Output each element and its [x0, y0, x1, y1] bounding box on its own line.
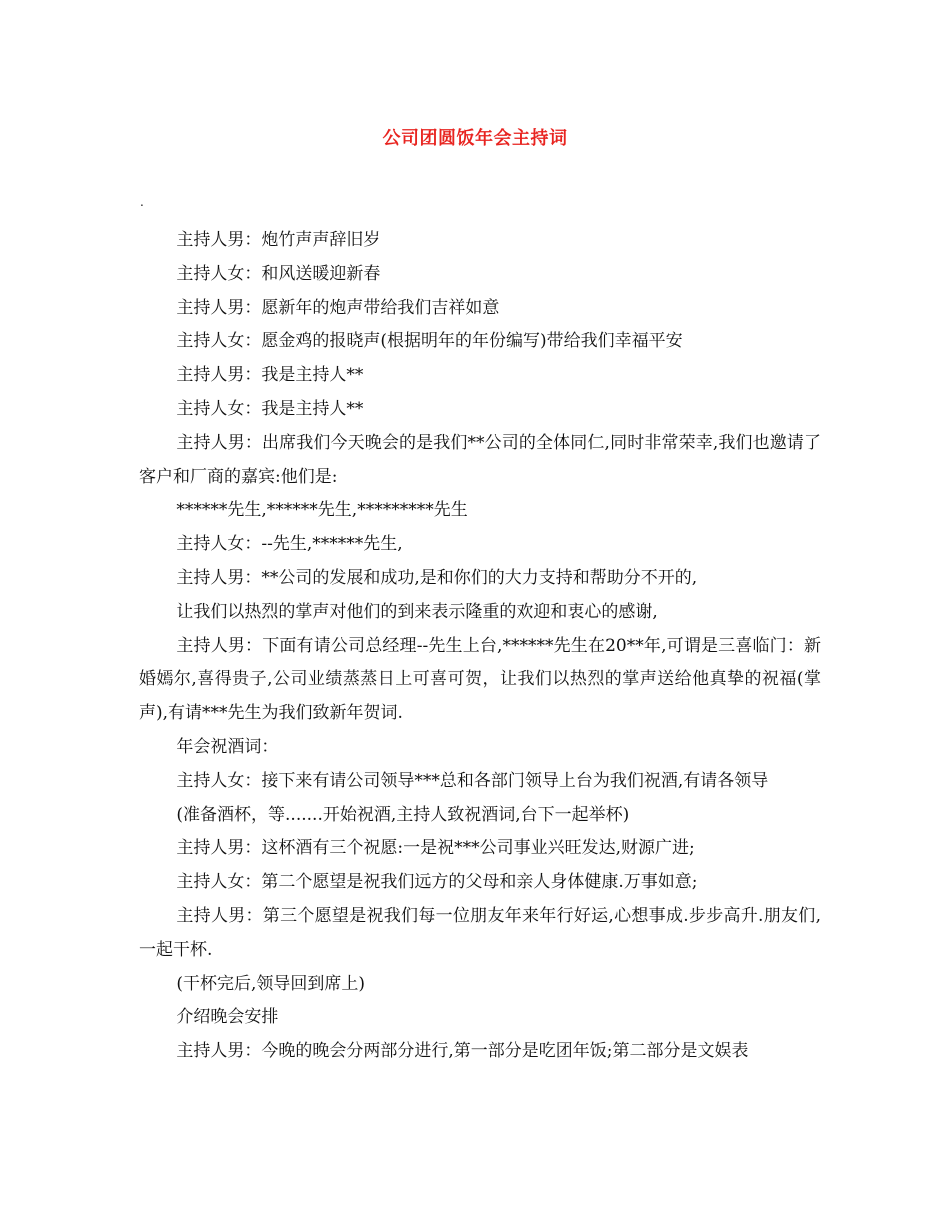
paragraph-marker: .: [140, 195, 144, 209]
paragraph: 主持人男：出席我们今天晚会的是我们**公司的全体同仁,同时非常荣幸,我们也邀请了客户和厂商的嘉宾:他们是:: [139, 432, 821, 487]
paragraph: 主持人男：我是主持人**: [176, 365, 364, 386]
paragraph: 主持人女：第二个愿望是祝我们远方的父母和亲人身体健康.万事如意;: [176, 872, 698, 893]
paragraph: ******先生,******先生,*********先生: [176, 500, 468, 521]
paragraph: 介绍晚会安排: [176, 1007, 279, 1028]
paragraph: 主持人男：炮竹声声辞旧岁: [176, 230, 381, 250]
paragraph: 主持人男：愿新年的炮声带给我们吉祥如意: [176, 297, 500, 318]
paragraph: (干杯完后,领导回到席上): [176, 973, 366, 994]
paragraph: 主持人女：--先生,******先生,: [176, 534, 403, 555]
paragraph: 年会祝酒词：: [176, 736, 279, 757]
paragraph: 主持人男：**公司的发展和成功,是和你们的大力支持和帮助分不开的,: [176, 567, 698, 588]
paragraph: 主持人女：我是主持人**: [176, 398, 364, 419]
paragraph: 主持人男：今晚的晚会分两部分进行,第一部分是吃团年饭;第二部分是文娱表: [176, 1041, 749, 1062]
document-body: [139, 224, 821, 1069]
paragraph: 让我们以热烈的掌声对他们的到来表示隆重的欢迎和衷心的感谢,: [176, 601, 658, 622]
document-title: 公司团圆饭年会主持词: [382, 128, 568, 149]
paragraph: 主持人男：这杯酒有三个祝愿:一是祝***公司事业兴旺发达,财源广进;: [176, 838, 695, 859]
paragraph: (准备酒杯，等.......开始祝酒,主持人致祝酒词,台下一起举杯): [176, 804, 630, 825]
paragraph: 主持人女：接下来有请公司领导***总和各部门领导上台为我们祝酒,有请各领导: [176, 770, 769, 791]
paragraph: 主持人女：和风送暖迎新春: [176, 263, 381, 284]
paragraph: 主持人女：愿金鸡的报晓声(根据明年的年份编写)带给我们幸福平安: [176, 331, 683, 352]
paragraph: 主持人男：下面有请公司总经理--先生上台,******先生在20**年,可谓是三喜临门：新婚嫣尔,喜得贵子,公司业绩蒸蒸日上可喜可贺，让我们以热烈的掌声送给他真挚的祝福(掌声),有请***先生为我们致新年贺词.: [139, 635, 821, 724]
paragraph: 主持人男：第三个愿望是祝我们每一位朋友年来年行好运,心想事成.步步高升.朋友们,一起干杯.: [139, 905, 821, 960]
